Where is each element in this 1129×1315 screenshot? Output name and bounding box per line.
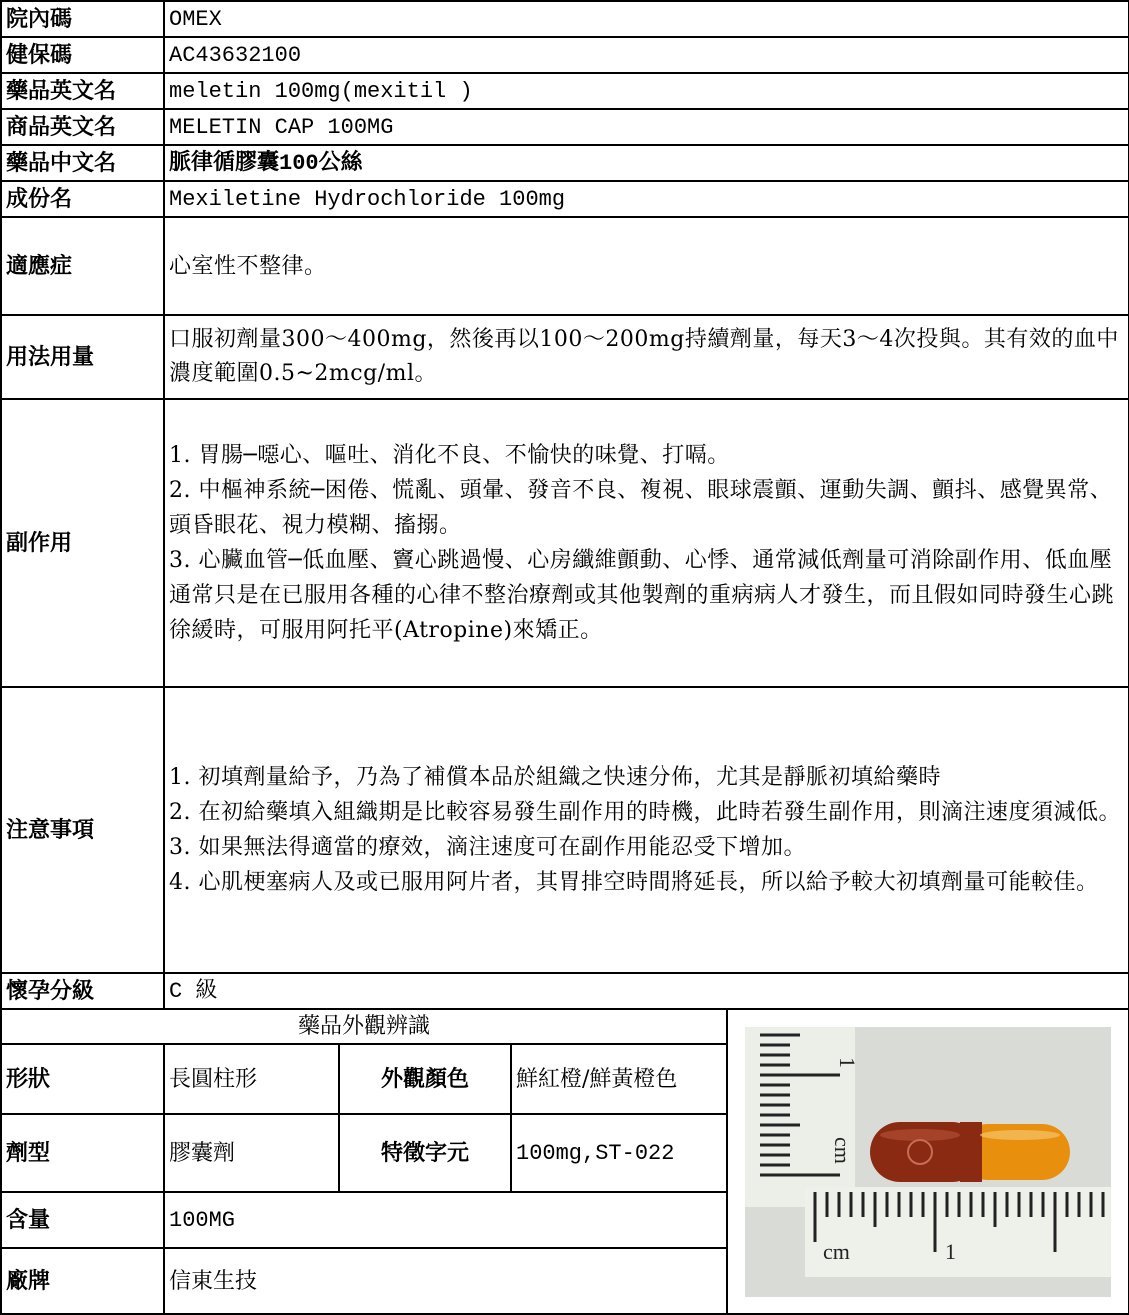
indication-label: 適應症 bbox=[1, 217, 164, 315]
side-effect-line: 3. 心臟血管─低血壓、竇心跳過慢、心房纖維顫動、心悸、通常減低劑量可消除副作用、低血壓通常只是在已服用各種的心律不整治療劑或其他製劑的重病病人才發生，而且假如同時發生心跳徐緩時，可服用阿托平(Atropine)來矯正。 bbox=[169, 548, 1115, 643]
field-value-english-name: meletin 100mg(mexitil ) bbox=[164, 73, 1129, 109]
field-label-hospital-code: 院內碼 bbox=[1, 1, 164, 37]
ruler-mark-horizontal: 1 bbox=[945, 1238, 956, 1264]
field-value-hospital-code: OMEX bbox=[164, 1, 1129, 37]
color-label: 外觀顏色 bbox=[339, 1044, 511, 1114]
precaution-line: 2. 在初給藥填入組織期是比較容易發生副作用的時機，此時若發生副作用，則滴注速度須減低。 bbox=[169, 800, 1121, 825]
appearance-title: 藥品外觀辨識 bbox=[1, 1009, 727, 1044]
field-label-english-name: 藥品英文名 bbox=[1, 73, 164, 109]
strength-value: 100MG bbox=[164, 1192, 727, 1248]
mark-label: 特徵字元 bbox=[339, 1114, 511, 1192]
form-value: 膠囊劑 bbox=[164, 1114, 339, 1192]
field-value-chinese-name: 脈律循膠囊100公絲 bbox=[164, 145, 1129, 181]
side-effects-label: 副作用 bbox=[1, 399, 164, 687]
field-label-insurance-code: 健保碼 bbox=[1, 37, 164, 73]
side-effects-value bbox=[164, 399, 1129, 687]
field-value-trade-name: MELETIN CAP 100MG bbox=[164, 109, 1129, 145]
indication-value: 心室性不整律。 bbox=[164, 217, 1129, 315]
shape-label: 形狀 bbox=[1, 1044, 164, 1114]
drug-photo-cell bbox=[727, 1009, 1129, 1314]
pregnancy-label: 懷孕分級 bbox=[1, 973, 164, 1009]
field-value-ingredient: Mexiletine Hydrochloride 100mg bbox=[164, 181, 1129, 217]
ruler-mark-vertical: 1 bbox=[835, 1056, 860, 1068]
precaution-line: 1. 初填劑量給予，乃為了補償本品於組織之快速分佈，尤其是靜脈初填給藥時 bbox=[169, 765, 941, 790]
brand-value: 信東生技 bbox=[164, 1248, 727, 1314]
color-value: 鮮紅橙/鮮黃橙色 bbox=[511, 1044, 727, 1114]
precaution-line: 3. 如果無法得適當的療效，滴注速度可在副作用能忍受下增加。 bbox=[169, 835, 806, 860]
precautions-label: 注意事項 bbox=[1, 687, 164, 973]
strength-label: 含量 bbox=[1, 1192, 164, 1248]
precaution-line: 4. 心肌梗塞病人及或已服用阿片者，其胃排空時間將延長，所以給予較大初填劑量可能較佳。 bbox=[169, 870, 1099, 895]
precautions-value bbox=[164, 687, 1129, 973]
shape-value: 長圓柱形 bbox=[164, 1044, 339, 1114]
field-value-insurance-code: AC43632100 bbox=[164, 37, 1129, 73]
field-label-ingredient: 成份名 bbox=[1, 181, 164, 217]
field-label-chinese-name: 藥品中文名 bbox=[1, 145, 164, 181]
ruler-unit-vertical: cm bbox=[830, 1136, 855, 1164]
brand-label: 廠牌 bbox=[1, 1248, 164, 1314]
form-label: 劑型 bbox=[1, 1114, 164, 1192]
capsule bbox=[870, 1122, 1070, 1182]
mark-value: 100mg,ST-022 bbox=[511, 1114, 727, 1192]
dosage-label: 用法用量 bbox=[1, 315, 164, 399]
pregnancy-value: C 級 bbox=[164, 973, 1129, 1009]
field-label-trade-name: 商品英文名 bbox=[1, 109, 164, 145]
side-effect-line: 2. 中樞神系統─困倦、慌亂、頭暈、發音不良、複視、眼球震顫、運動失調、顫抖、感覺異常、頭昏眼花、視力模糊、搐搦。 bbox=[169, 478, 1113, 538]
side-effect-line: 1. 胃腸─噁心、嘔吐、消化不良、不愉快的味覺、打嗝。 bbox=[169, 443, 730, 468]
drug-photo bbox=[745, 1027, 1111, 1297]
ruler-unit-horizontal: cm bbox=[823, 1238, 850, 1264]
dosage-value: 口服初劑量300～400mg，然後再以100～200mg持續劑量，每天3～4次投與。其有效的血中濃度範圍0.5~2mcg/ml。 bbox=[164, 315, 1129, 399]
